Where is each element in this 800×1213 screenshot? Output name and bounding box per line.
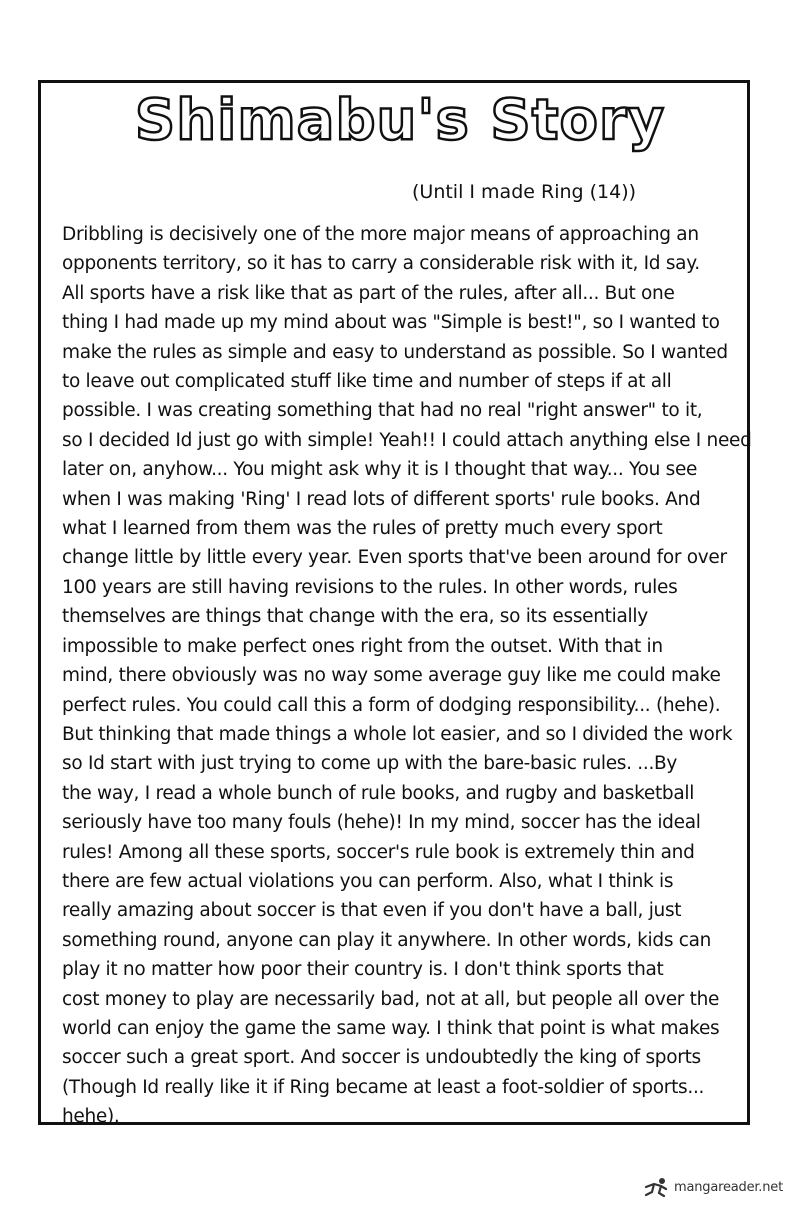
body-line: so Id start with just trying to come up with the bare-basic rules. ...By [62,753,678,775]
body-line: possible. I was creating something that had no real "right answer" to it, [62,400,703,422]
body-line: change little by little every year. Even sports that've been around for over [62,547,727,569]
body-line: All sports have a risk like that as part of the rules, after all... But one [62,282,675,304]
body-line: mind, there obviously was no way some average guy like me could make [62,665,721,687]
body-line: seriously have too many fouls (hehe)! In my mind, soccer has the ideal [62,812,701,834]
body-line: soccer such a great sport. And soccer is undoubtedly the king of sports [62,1047,701,1069]
body-line: something round, anyone can play it anywhere. In other words, kids can [62,929,712,951]
body-line: Dribbling is decisively one of the more major means of approaching an [62,224,699,245]
watermark-text: mangareader.net [674,1179,783,1195]
body-line: But thinking that made things a whole lot easier, and so I divided the work [62,723,733,745]
body-line: cost money to play are necessarily bad, not at all, but people all over the [62,988,720,1010]
body-line: what I learned from them was the rules of pretty much every sport [62,518,663,540]
body-line: play it no matter how poor their country is. I don't think sports that [62,959,664,981]
body-line: perfect rules. You could call this a form of dodging responsibility... (hehe). [62,694,721,716]
chapter-subtitle: (Until I made Ring (14)) [412,181,637,203]
body-line: there are few actual violations you can perform. Also, what I think is [62,870,674,892]
page-title: Shimabu's Story [134,88,666,153]
body-line: later on, anyhow... You might ask why it is I thought that way... You see [62,459,698,481]
site-watermark [642,1174,792,1200]
body-line: to leave out complicated stuff like time and number of steps if at all [62,371,672,393]
running-figure-logo-icon [642,1177,670,1197]
body-line: so I decided Id just go with simple! Yeah!! I could attach anything else I need [62,429,752,451]
body-line: impossible to make perfect ones right from the outset. With that in [62,635,663,657]
body-line: opponents territory, so it has to carry a considerable risk with it, Id say. [62,253,700,275]
body-line: 100 years are still having revisions to the rules. In other words, rules [62,576,678,598]
body-line: when I was making 'Ring' I read lots of different sports' rule books. And [62,488,701,510]
body-line: make the rules as simple and easy to understand as possible. So I wanted [62,341,728,363]
body-line: thing I had made up my mind about was "Simple is best!", so I wanted to [62,312,720,334]
story-body [62,220,752,1132]
body-line: (Though Id really like it if Ring became at least a foot-soldier of sports... [62,1076,705,1098]
body-line: world can enjoy the game the same way. I think that point is what makes [62,1017,720,1039]
body-line: themselves are things that change with the era, so its essentially [62,606,648,628]
body-line: really amazing about soccer is that even if you don't have a ball, just [62,900,682,922]
body-line: rules! Among all these sports, soccer's rule book is extremely thin and [62,841,695,863]
body-line: the way, I read a whole bunch of rule books, and rugby and basketball [62,782,695,804]
body-line: hehe). [62,1106,120,1128]
